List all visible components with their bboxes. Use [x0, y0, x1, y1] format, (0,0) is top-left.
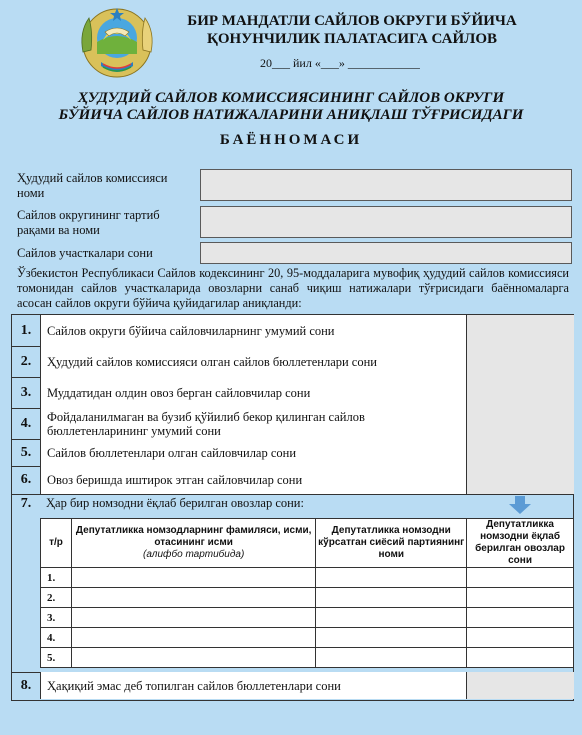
row-value-cell[interactable] [466, 672, 574, 699]
row-value-cell[interactable] [466, 439, 574, 466]
row-label: Ҳақиқий эмас деб топилган сайлов бюллетенлари сони [40, 672, 466, 699]
row-value-cell[interactable] [466, 408, 574, 439]
candidate-index: 1. [41, 568, 71, 588]
row-label: Овоз беришда иштирок этган сайловчилар сони [40, 466, 466, 494]
row-number: 7. [20, 496, 32, 511]
table-row [41, 608, 574, 628]
candidate-party-cell[interactable] [316, 608, 467, 628]
row-label: Муддатидан олдин овоз берган сайловчилар сони [40, 377, 466, 408]
field-district-number[interactable] [200, 206, 572, 238]
candidate-party-cell[interactable] [316, 588, 467, 608]
candidate-table [40, 518, 574, 668]
candidate-votes-cell[interactable] [467, 588, 574, 608]
state-emblem-icon [75, 2, 159, 84]
field-precincts-count[interactable] [200, 242, 572, 264]
document-title-line1: ҲУДУДИЙ САЙЛОВ КОМИССИЯСИНИНГ САЙЛОВ ОКРУГИ [77, 90, 505, 106]
table-row [12, 346, 573, 378]
candidate-index: 2. [41, 588, 71, 608]
column-header-votes: Депутатликка номзодни ёқлаб берилган овозлар сони [467, 519, 574, 568]
table-row [12, 408, 573, 440]
header-title-line1: БИР МАНДАТЛИ САЙЛОВ ОКРУГИ БЎЙИЧА [187, 13, 517, 29]
row-value-cell[interactable] [466, 377, 574, 408]
column-header-candidate-name [71, 519, 315, 568]
table-row [12, 439, 573, 467]
table-row [12, 466, 573, 495]
document-title [0, 90, 582, 124]
row-number: 1. [20, 322, 32, 338]
candidate-name-cell[interactable] [71, 628, 315, 648]
candidate-party-cell[interactable] [316, 628, 467, 648]
field-label-commission-name: Ҳудудий сайлов комиссияси номи [17, 171, 168, 200]
table-row [41, 588, 574, 608]
row-number: 2. [20, 353, 32, 369]
row-label: Сайлов округи бўйича сайловчиларнинг умумий сони [40, 315, 466, 346]
row-label: Фойдаланилмаган ва бузиб қўйилиб бекор қилинган сайлов бюллетенларининг умумий сони [40, 408, 466, 439]
candidate-name-cell[interactable] [71, 588, 315, 608]
candidate-index: 4. [41, 628, 71, 648]
document-type: БАЁННОМАСИ [219, 132, 363, 148]
row-number: 6. [20, 472, 32, 487]
field-label-precincts-count: Сайлов участкалари сони [17, 246, 153, 260]
candidate-votes-cell[interactable] [467, 568, 574, 588]
row-label: Сайлов бюллетенлари олган сайловчилар сони [40, 439, 466, 466]
table-row [12, 377, 573, 409]
candidate-index: 3. [41, 608, 71, 628]
row-value-cell[interactable] [466, 315, 574, 346]
column-header-name-hint: (алифбо тартибида) [143, 549, 245, 560]
candidate-votes-cell[interactable] [467, 648, 574, 668]
arrow-down-icon [508, 496, 532, 514]
results-table [11, 314, 574, 701]
candidate-votes-section [12, 494, 573, 673]
candidate-votes-cell[interactable] [467, 628, 574, 648]
candidate-party-cell[interactable] [316, 648, 467, 668]
row-value-cell[interactable] [466, 346, 574, 377]
row-label: Ҳар бир номзодни ёқлаб берилган овозлар сони: [46, 496, 304, 510]
candidate-name-cell[interactable] [71, 608, 315, 628]
header-title-line2: ҚОНУНЧИЛИК ПАЛАТАСИГА САЙЛОВ [207, 31, 497, 47]
candidate-party-cell[interactable] [316, 568, 467, 588]
header-title [172, 12, 532, 48]
row-number: 8. [20, 677, 32, 693]
table-row [41, 648, 574, 668]
table-row [12, 315, 573, 347]
field-label-district-number: Сайлов округининг тартиб рақами ва номи [17, 208, 160, 237]
candidate-votes-cell[interactable] [467, 608, 574, 628]
date-line: 20___ йил «___» ____________ [260, 56, 420, 70]
column-header-candidate-name-text: Депутатликка номзодларнинг фамиляси, исми, отасининг исми [75, 525, 312, 548]
candidate-index: 5. [41, 648, 71, 668]
document-title-line2: БЎЙИЧА САЙЛОВ НАТИЖАЛАРИНИ АНИҚЛАШ ТЎҒРИСИДАГИ [58, 107, 524, 123]
row-label: Ҳудудий сайлов комиссияси олган сайлов бюллетенлари сони [40, 346, 466, 377]
intro-paragraph: Ўзбекистон Республикаси Сайлов кодексининг 20, 95-моддаларига мувофиқ ҳудудий сайлов комиссияси томонидан сайлов участкаларида овозларни санаб чиқиш натижалари тўғрисидаги баённомаларга асосан сайлов округи бўйича қуйидагилар аниқланди: [17, 266, 569, 310]
candidate-name-cell[interactable] [71, 568, 315, 588]
row-number: 4. [20, 415, 32, 431]
column-header-party: Депутатликка номзодни кўрсатган сиёсий партиянинг номи [316, 519, 467, 568]
column-header-index: т/р [41, 519, 71, 568]
table-row [41, 568, 574, 588]
row-number: 5. [20, 444, 32, 460]
candidate-name-cell[interactable] [71, 648, 315, 668]
row-value-cell[interactable] [466, 466, 574, 494]
field-commission-name[interactable] [200, 169, 572, 201]
table-row [41, 628, 574, 648]
table-row [12, 672, 573, 699]
row-number: 3. [20, 384, 32, 400]
